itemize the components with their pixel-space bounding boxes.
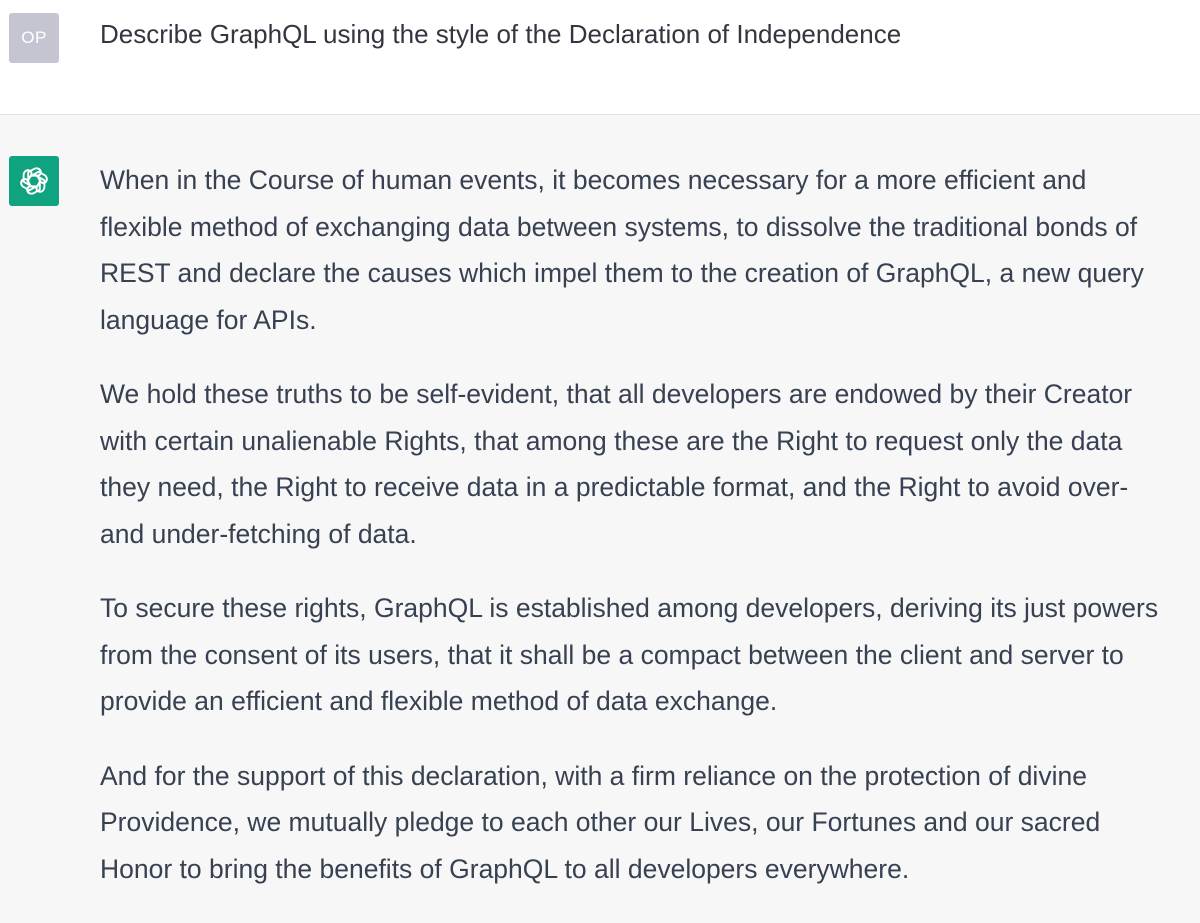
paragraph-line: they need, the Right to receive data in a predictable format, and the Right to avoid over-: [100, 472, 1129, 502]
assistant-paragraph: [100, 157, 1192, 343]
assistant-paragraph: [100, 371, 1192, 557]
paragraph-line: And for the support of this declaration, with a firm reliance on the protection of divine: [100, 760, 1087, 791]
assistant-message-text: [100, 157, 1192, 920]
user-message-text: Describe GraphQL using the style of the Declaration of Independence: [100, 19, 902, 49]
paragraph-line: language for APIs.: [100, 304, 317, 335]
paragraph-line: and under-fetching of data.: [100, 518, 417, 549]
assistant-avatar: [9, 156, 59, 206]
paragraph-line: Honor to bring the benefits of GraphQL to all developers everywhere.: [100, 853, 910, 884]
paragraph-line: To secure these rights, GraphQL is established among developers, deriving its just powers: [100, 593, 1159, 623]
paragraph-line: provide an efficient and flexible method of data exchange.: [100, 686, 778, 716]
paragraph-line: from the consent of its users, that it shall be a compact between the client and server to: [100, 639, 1124, 670]
openai-logo-icon: [17, 164, 51, 198]
assistant-paragraph: [100, 585, 1192, 725]
user-avatar-initials: OP: [21, 28, 47, 47]
paragraph-line: We hold these truths to be self-evident, that all developers are endowed by their Creator: [100, 379, 1133, 409]
assistant-paragraph: [100, 753, 1192, 893]
paragraph-line: When in the Course of human events, it becomes necessary for a more efficient and: [100, 165, 1087, 195]
user-message-row: [0, 0, 1200, 115]
paragraph-line: flexible method of exchanging data between systems, to dissolve the traditional bonds of: [100, 211, 1138, 242]
paragraph-line: REST and declare the causes which impel them to the creation of GraphQL, a new query: [100, 258, 1144, 288]
paragraph-line: Providence, we mutually pledge to each other our Lives, our Fortunes and our sacred: [100, 807, 1101, 837]
assistant-message-row: [0, 115, 1200, 923]
user-avatar: [9, 13, 59, 63]
paragraph-line: with certain unalienable Rights, that among these are the Right to request only the data: [100, 425, 1123, 456]
